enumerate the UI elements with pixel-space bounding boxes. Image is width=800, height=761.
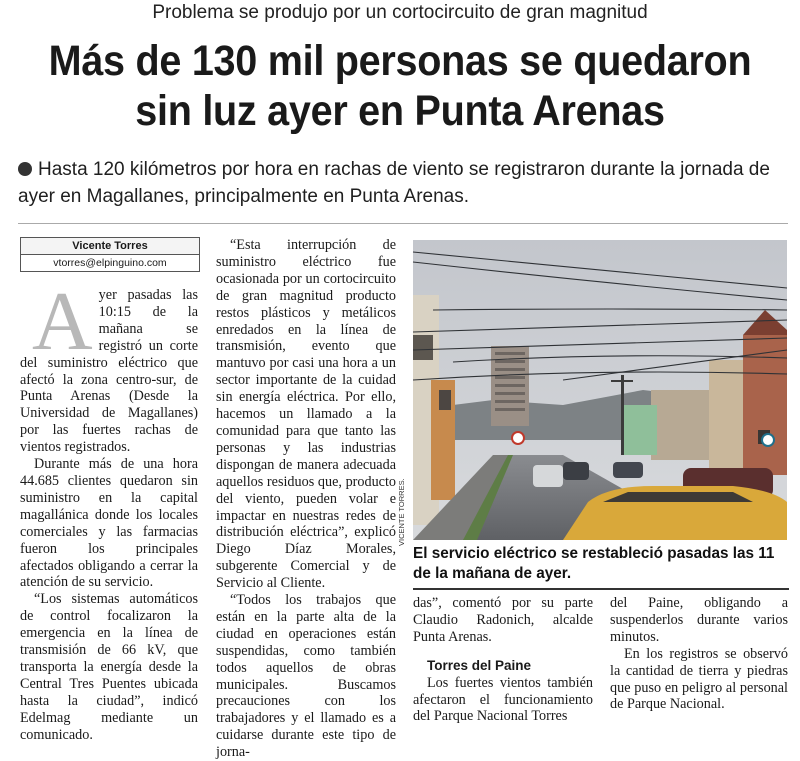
caption-divider: [413, 588, 789, 590]
paragraph-6-start: Los fuertes vientos también afectaron el funcionamiento del Parque Nacional Torres: [413, 674, 593, 725]
lead-paragraph: [18, 156, 788, 210]
article-column-1: [20, 275, 198, 743]
byline: [20, 237, 200, 272]
paragraph-5-end: das”, comentó por su parte Claudio Radonich, alcalde Punta Arenas.: [413, 595, 593, 645]
news-photo: [413, 240, 787, 540]
headline-line-1: Más de 130 mil personas se quedaron: [48, 37, 752, 85]
paragraph-4: “Esta interrupción de suministro eléctrico fue ocasionada por un cortocircuito de gran magnitud producto restos plásticos y metálicos enredados en la línea de transmisión, evento que mantuvo por casi una hora a un sector importante de la cuidad sin energía eléctrica. Por ello, hacemos un llamado a la comunidad para que tanto las personas y las industrias dispongan de manera adecuada aquellos residuos que, producto del viento, pueden volar e impactar en nuestras redes de distribución eléctrica”, explicó Diego Díaz Morales, subgerente Comercial y de Servicio al Cliente.: [216, 237, 396, 592]
photo-caption: El servicio eléctrico se restableció pasadas las 11 de la mañana de ayer.: [413, 545, 775, 582]
article-column-4: [610, 595, 788, 713]
paragraph-5-start: “Todos los trabajos que están en la parte alta de la ciudad en operaciones están suspendidas, como también todos aquellos de obras municipales. Buscamos precauciones con los trabajadores y el llamado es a cuidarse durante este tipo de jorna-: [216, 592, 396, 761]
divider: [18, 223, 788, 224]
paragraph-1: [20, 275, 198, 456]
paragraph-3: “Los sistemas automáticos de control focalizaron la emergencia en la línea de transmisión de 66 kV, que transporta la energía desde la Central Tres Puentes ubicada hasta la ciudad”, indicó Edelmag mediante un comunicado.: [20, 591, 198, 743]
headline-line-2: sin luz ayer en Punta Arenas: [135, 87, 665, 135]
kicker: Problema se produjo por un cortocircuito de gran magnitud: [152, 2, 648, 23]
author-name: Vicente Torres: [21, 238, 199, 255]
paragraph-1-text: yer pasadas las 10:15 de la mañana se registró un corte del suministro eléctrico que afectó la zona centro-sur, de Punta Arenas (Desde la Universidad de Magallanes) por las fuertes rachas de vientos registrados.: [20, 287, 198, 456]
lead-text: Hasta 120 kilómetros por hora en rachas de viento se registraron durante la jornada de ayer en Magallanes, principalmente en Punta Arenas.: [18, 159, 770, 207]
paragraph-2: Durante más de una hora 44.685 clientes quedaron sin suministro en la capital magallánica donde los locales comerciales y las farmacias fueron los principales afectados obligando a cerrar la atención de su servicio.: [20, 456, 198, 591]
photo-credit: VICENTE TORRES.: [397, 478, 406, 546]
drop-cap: A: [32, 275, 93, 368]
article-column-2: [216, 237, 396, 761]
subheading-torres-del-paine: Torres del Paine: [427, 657, 532, 673]
paragraph-6-end: del Paine, obligando a suspenderlos durante varios minutos.: [610, 595, 788, 645]
headline: [32, 36, 768, 136]
bullet-icon: [18, 162, 32, 176]
paragraph-7: En los registros se observó la cantidad de tierra y piedras que puso en peligro al personal de Parque Nacional.: [610, 645, 788, 713]
author-email[interactable]: vtorres@elpinguino.com: [53, 257, 167, 269]
article-column-3: [413, 595, 593, 725]
